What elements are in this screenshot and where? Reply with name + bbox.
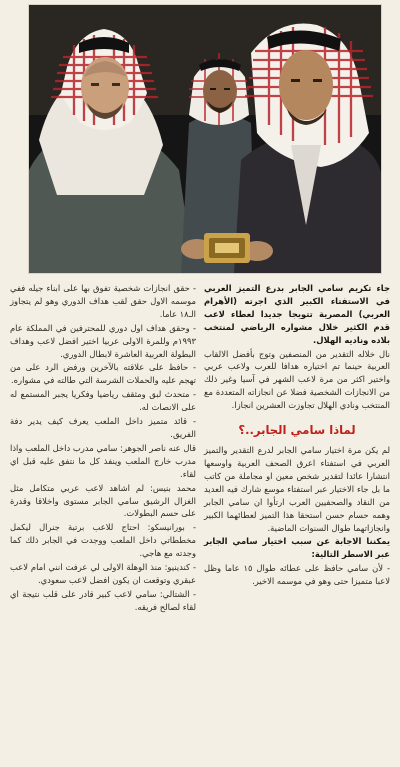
article-quote: قال عنه ناصر الجوهر: سامي مدرب داخل الملعب واذا مدرب خارج الملعب وينفذ كل ما نتفق عليه قبل اي لقاء.: [10, 442, 196, 479]
article-quote: - كندينيو: منذ الوهلة الاولى لي عرفت انني امام لاعب عبقري وتوقعت ان يكون افضل لاعب سعودي.: [10, 562, 196, 585]
article-body: [10, 282, 390, 760]
article-paragraph: - قائد متميز داخل الملعب يعرف كيف يدير دفة الفريق.: [10, 416, 196, 439]
article-paragraph: - لأن سامي حافظ على عطائه طوال ١٥ عاما وظل لاعبا متميزا حتى وهو في موسمه الاخير.: [204, 563, 390, 587]
article-paragraph: - حافظ على علاقته بالآخرين ورفض الرد على من تهجم عليه والحملات الشرسة التي طالته في مشواره.: [10, 362, 196, 386]
article-paragraph: - وحقق هداف اول دوري للمحترفين في المملكة عام ١٩٩٣م وللمرة الاولى عربيا اختير افضل لاعب وهداف البطولة العربية العاشرة لابطال الدوري.: [10, 322, 196, 359]
award-ceremony-photo: [28, 4, 382, 274]
article-paragraph: - حقق انجازات شخصية تفوق بها على ابناء جيله ففي موسمه الاول حقق لقب هداف الدوري وهو لم يتجاوز الـ١٨ عاما.: [10, 283, 196, 319]
article-paragraph: نال خلاله التقدير من المنصفين وتوج بأفضل الالقاب العربية حينما تم اختياره هدافا للعرب ولاعب عربي واختير اكثر من مرة لاعب الشهر في آسيا وغير ذلك من الانجازات الشخصية فضلا عن انجازاته المتعددة مع المنتخب ونادي الهلال تجاوزت العشرين انجازا.: [204, 348, 390, 411]
article-quote: - الشتالي: سامي لاعب كبير قادر على قلب نتيجة اي لقاء لصالح فريقه.: [10, 588, 196, 612]
article-column-right: [204, 282, 390, 760]
article-paragraph: يمكننا الاجابة عن سبب اختيار سامي الجابر عبر الاسطر التالية:: [204, 536, 390, 560]
article-quote: - بورانيسكو: احتاج للاعب برتبة جنرال ليكمل مخططاتي داخل الملعب ووجدت في الجابر ذلك كما وجدته مع هاجي.: [10, 522, 196, 559]
article-quote: محمد بنيس: لم اشاهد لاعب عربي متكامل مثل الغزال الرشيق سامي الجابر مستوى واخلاقا وقدرة على حسم البطولات.: [10, 482, 196, 519]
article-paragraph: - متحدث لبق ومثقف رياضيا وفكريا يجبر المستمع له على الانصات له.: [10, 389, 196, 413]
article-intro: جاء تكريم سامي الجابر بدرع التميز العربي في الاستفتاء الكبير الذي اجرته (الأهرام العربي) المصرية تتويجا جديدا لعطاء لاعب قدم الكثير خلال مشواره الرياضي لمنتخب بلاده وناديه الهلال.: [204, 283, 390, 345]
article-paragraph: لم يكن مرة اختيار سامي الجابر لدرع التقدير والتميز العربي في استفتاء اعرق الصحف العربية واوسعها انتشارا عائدا لتقدير شخص معين او مجاملة من كاتب ما بل جاء الاختيار عبر استفتاء موسع شارك فيه العديد من النقاد والصحفيين العرب ارتأوا ان سامي الجابر وهمه حسام حسن استحقا هذا التميز لعطائهما الكبير وانجازاتهما طوال السنوات الماضية.: [204, 445, 390, 533]
section-headline: لماذا سامي الجابر..؟: [238, 423, 356, 438]
article-column-left: [10, 282, 196, 760]
